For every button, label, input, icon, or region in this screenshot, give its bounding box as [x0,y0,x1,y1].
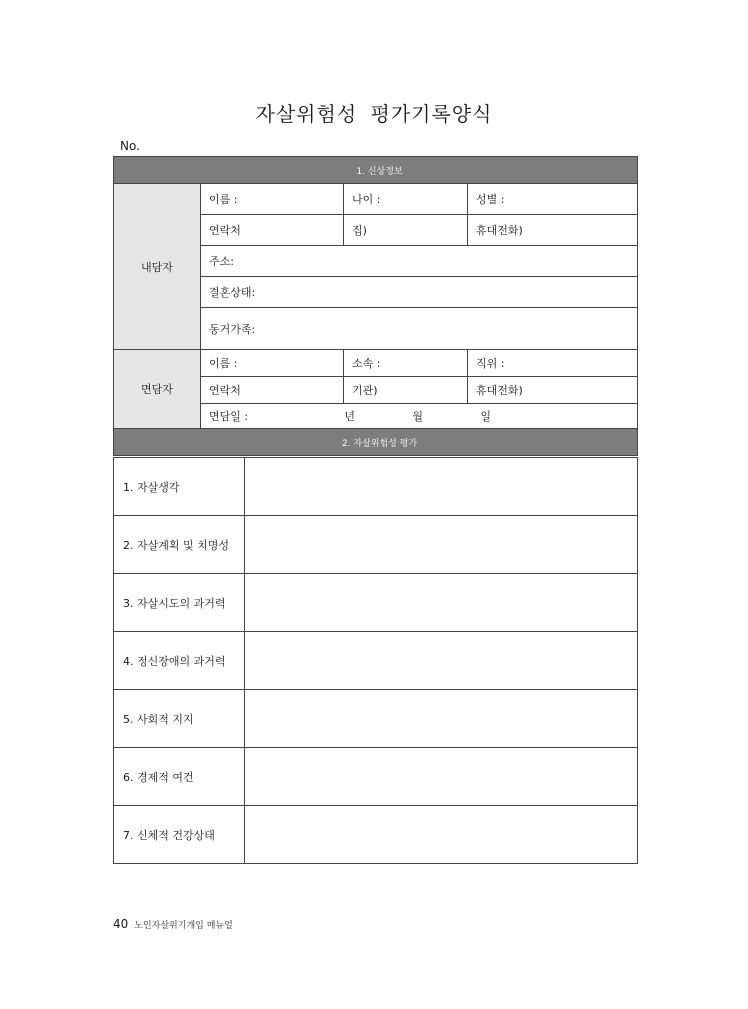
risk-assessment-table [113,457,638,864]
interviewer-position-field[interactable]: 직위 : [468,350,638,377]
respondent-mobile-field[interactable]: 휴대전화) [468,215,638,246]
assessment-item-label: 7. 신체적 건강상태 [114,806,245,864]
respondent-name-field[interactable]: 이름 : [201,184,344,215]
page-title: 자살위험성 평가기록양식 [255,102,493,126]
interviewer-affiliation-field[interactable]: 소속 : [344,350,468,377]
year-label: 년 [344,410,355,423]
respondent-label: 내담자 [114,184,201,350]
assessment-row [114,632,638,690]
interviewer-contact-field[interactable]: 연락처 [201,377,344,404]
section2-header-row [114,429,638,456]
assessment-item-input[interactable] [245,632,638,690]
assessment-row [114,690,638,748]
page-number: 40 [113,917,129,931]
respondent-gender-field[interactable]: 성별 : [468,184,638,215]
assessment-item-label: 6. 경제적 여건 [114,748,245,806]
assessment-item-input[interactable] [245,806,638,864]
interviewer-mobile-field[interactable]: 휴대전화) [468,377,638,404]
section1-header-row [114,157,638,184]
assessment-item-label: 3. 자살시도의 과거력 [114,574,245,632]
assessment-row [114,806,638,864]
manual-title: 노인자살위기개입 매뉴얼 [134,921,233,931]
section1-header: 1. 신상정보 [114,157,638,184]
interview-date-label: 면담일 : [209,410,249,423]
assessment-row [114,458,638,516]
respondent-home-phone-field[interactable]: 집) [344,215,468,246]
assessment-item-label: 1. 자살생각 [114,458,245,516]
month-label: 월 [412,410,423,423]
assessment-item-input[interactable] [245,516,638,574]
assessment-row [114,748,638,806]
assessment-item-input[interactable] [245,690,638,748]
page-footer [113,917,233,931]
assessment-item-input[interactable] [245,574,638,632]
record-number-label: No. [120,139,140,153]
respondent-marital-status-field[interactable]: 결혼상태: [201,277,638,308]
respondent-age-field[interactable]: 나이 : [344,184,468,215]
respondent-address-field[interactable]: 주소: [201,246,638,277]
section2-header: 2. 자살위험성 평가 [114,429,638,456]
interviewer-label: 면담자 [114,350,201,429]
assessment-item-label: 4. 정신장애의 과거력 [114,632,245,690]
day-label: 일 [480,410,491,423]
assessment-row [114,516,638,574]
assessment-item-input[interactable] [245,458,638,516]
respondent-cohabiting-family-field[interactable]: 동거가족: [201,308,638,350]
assessment-row [114,574,638,632]
assessment-item-label: 2. 자살계획 및 치명성 [114,516,245,574]
interviewer-institution-field[interactable]: 기관) [344,377,468,404]
respondent-contact-field[interactable]: 연락처 [201,215,344,246]
personal-info-table [113,156,638,456]
assessment-item-label: 5. 사회적 지지 [114,690,245,748]
interview-date-field[interactable] [201,404,638,429]
interviewer-name-field[interactable]: 이름 : [201,350,344,377]
assessment-item-input[interactable] [245,748,638,806]
